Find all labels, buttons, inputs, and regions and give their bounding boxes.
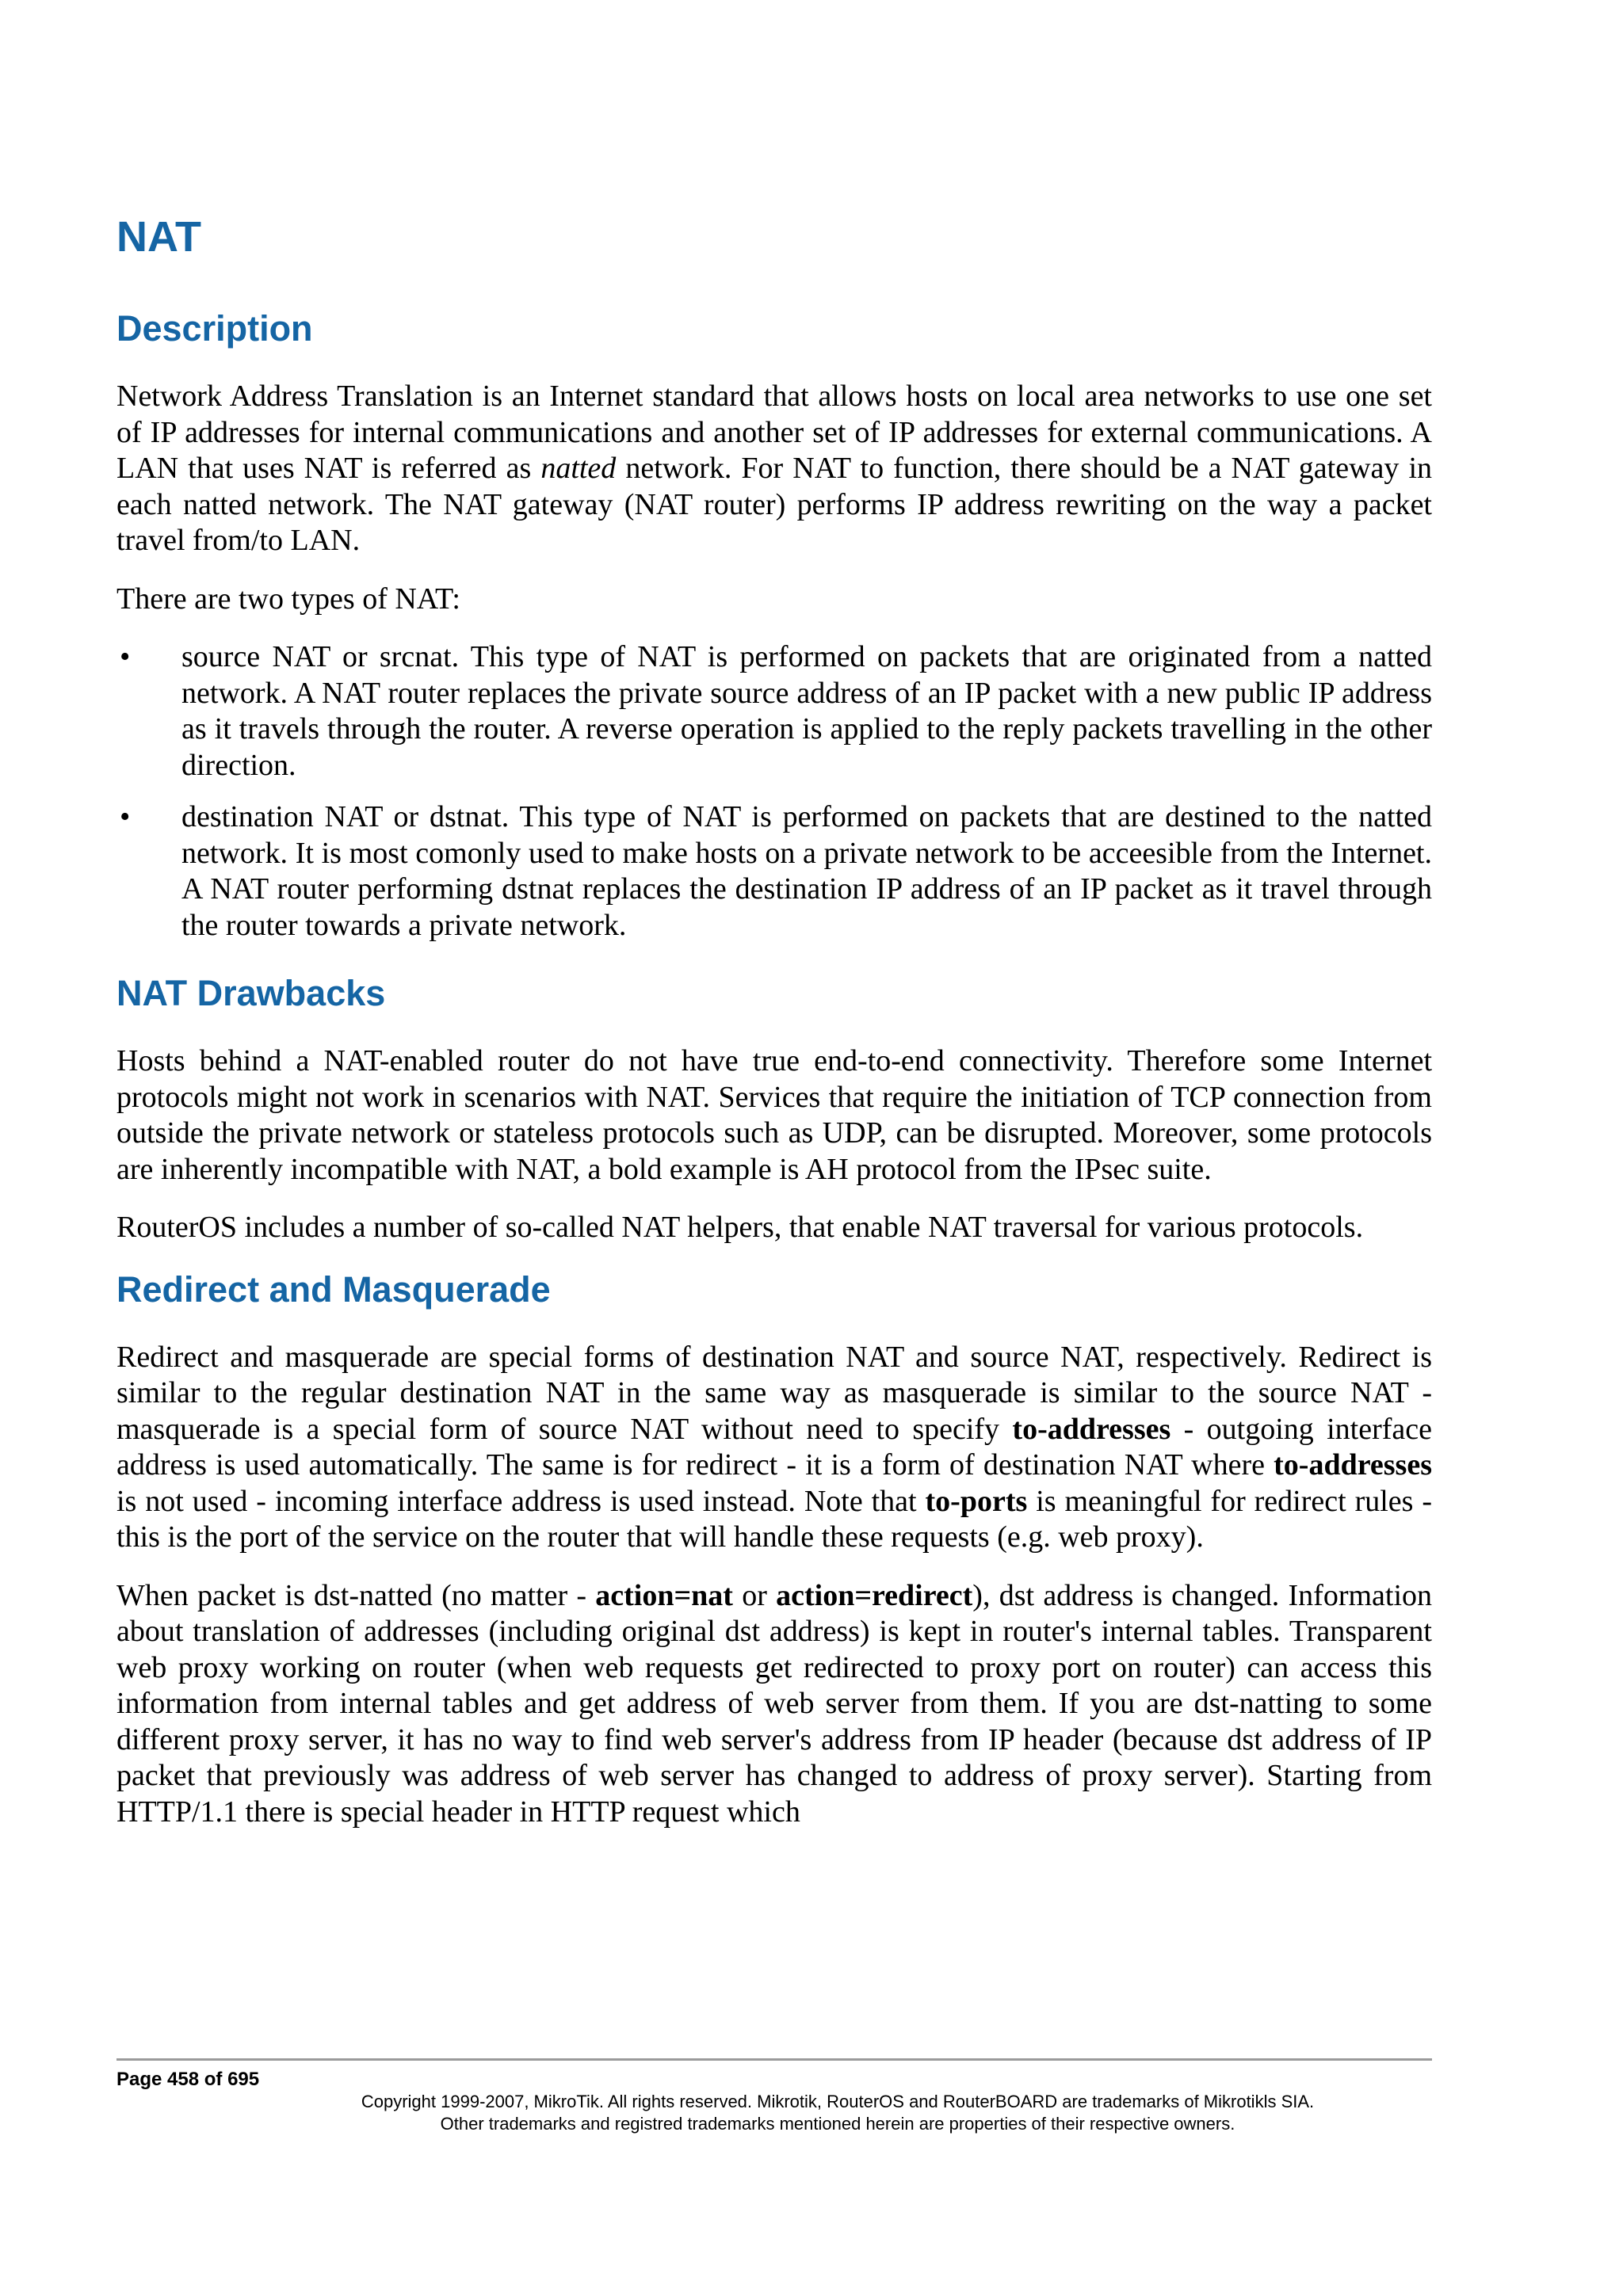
bullet-marker: • (120, 800, 131, 834)
drawbacks-paragraph-1: Hosts behind a NAT-enabled router do not have true end-to-end connectivity. Therefore some Internet protocols might not work in scenarios with NAT. Services that require the initiation of TCP connection from outside the private network or stateless protocols such as UDP, can be disrupted. Moreover, some protocols are inherently incompatible with NAT, a bold example is AH protocol from the IPsec suite. (116, 1044, 1432, 1186)
list-item: • destination NAT or dstnat. This type of NAT is performed on packets that are destined to the natted network. It is most comonly used to make hosts on a private network to be acceesible from the Internet. A NAT router performing dstnat replaces the destination IP address of an IP packet as it travel through the router towards a private network. (120, 800, 1432, 942)
redirect-paragraph-1: Redirect and masquerade are special forms of destination NAT and source NAT, respectively. Redirect is similar to the regular destination NAT in the same way as masquerade is similar to the source NAT - masquerade is a special form of source NAT without need to specify to-addresses - outgoing interface address is used automatically. The same is for redirect - it is a form of destination NAT where to-addresses is not used - incoming interface address is used instead. Note that to-ports is meaningful for redirect rules - this is the port of the service on the router that will handle these requests (e.g. web proxy). (116, 1340, 1432, 1554)
page-content (116, 212, 1432, 1852)
copyright-line-2: Other trademarks and registred trademarks mentioned herein are properties of their respective owners. (440, 2114, 1235, 2134)
redirect-paragraph-2: When packet is dst-natted (no matter - action=nat or action=redirect), dst address is changed. Information about translation of addresses (including original dst address) is kept in router's internal tables. Transparent web proxy working on router (when web requests get redirected to proxy port on router) can access this information from internal tables and get address of web server from them. If you are dst-natting to some different proxy server, it has no way to find web server's address from IP header (because dst address of IP packet that previously was address of web server has changed to address of proxy server). Starting from HTTP/1.1 there is special header in HTTP request which (116, 1578, 1433, 1829)
nat-types-list (116, 639, 1432, 944)
drawbacks-paragraph-2: RouterOS includes a number of so-called NAT helpers, that enable NAT traversal for various protocols. (116, 1211, 1364, 1245)
list-item: • source NAT or srcnat. This type of NAT is performed on packets that are originated from a natted network. A NAT router replaces the private source address of an IP packet with a new public IP address as it travels through the router. A reverse operation is applied to the reply packets travelling in the other direction. (120, 640, 1432, 782)
footer-divider (116, 2058, 1432, 2061)
bullet-marker: • (120, 640, 131, 674)
page-number: Page 458 of 695 (116, 2069, 260, 2090)
section-heading-drawbacks: NAT Drawbacks (116, 973, 386, 1014)
section-heading-description: Description (116, 308, 313, 349)
page-footer (116, 2058, 1432, 2135)
copyright-line-1: Copyright 1999-2007, MikroTik. All rights reserved. Mikrotik, RouterOS and RouterBOARD are trademarks of Mikrotikls SIA. (361, 2092, 1315, 2111)
page-title: NAT (116, 213, 201, 261)
section-heading-redirect: Redirect and Masquerade (116, 1268, 551, 1310)
description-paragraph-1: Network Address Translation is an Internet standard that allows hosts on local area networks to use one set of IP addresses for internal communications and another set of IP addresses for external communications. A LAN that uses NAT is referred as natted network. For NAT to function, there should be a NAT gateway in each natted network. The NAT gateway (NAT router) performs IP address rewriting on the way a packet travel from/to LAN. (116, 379, 1433, 558)
description-paragraph-2: There are two types of NAT: (116, 582, 460, 616)
